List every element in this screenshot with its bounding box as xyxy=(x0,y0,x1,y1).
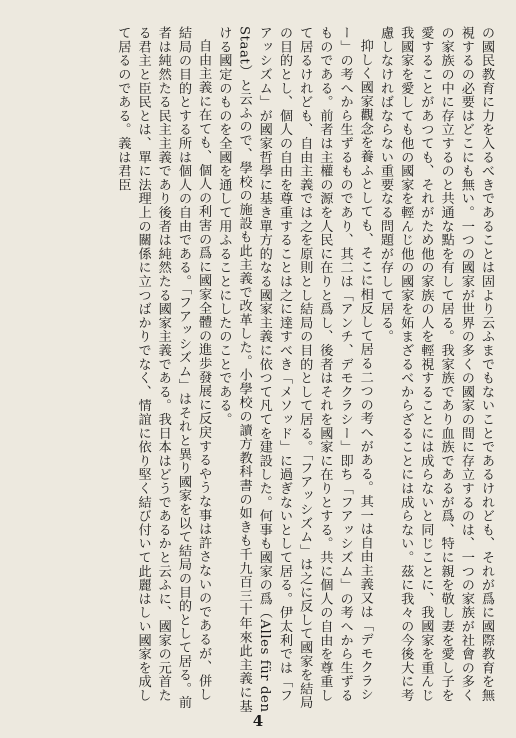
body-text xyxy=(22,26,496,714)
paragraph-1: の國民教育に力を入るべきであることは固より云ふまでもないことであるけれども、それが爲に國際教育を無視するの必要はどこにも無い。一つの國家が世界の多くの國家の間に存立するのは、一つの家族が社會の多くの家族の中に存立するのと共通な點を有して居る。我家族であり血族であるが爲、特に親を敬し妻を愛し子を愛することがあつても、それがため他の家族の人を輕視することには成らないと同じことに、我國家を重んじ我國家を愛しても他の國家を輕んじ他の國家を妬まざるべからざることには成らない。茲に我々の今後大に考慮しなければならない重要なる問題が存して居る。 xyxy=(377,26,494,703)
paragraph-2: 抑しく國家觀念を養ふとしても、そこに相反して居る二つの考へがある。其一は自由主義又は「デモクラシー」の考へから生ずるものであり、其二は「アンチ、デモクラシー」即ち「フアッシズム」の考へから生ずるものである。前者は主權の源を人民に在りと爲し、後者はそれを國家に在りとする。共に個人の自由を尊重して居るけれども、自由主義では之を原則とし結局の目的として居る。「フアッシズム」は之に反して國家を結局の目的とし、個人の自由を尊重することは之に達すべき「メソッド」に過ぎないとして居る。伊太利では「フアッシズム」が國家哲學に基き單方的なる國家主義に依つて凡てを建設した。何事も國家の爲（Alles für den Staat）と云ふので、學校の施設も此主義で改革した。小學校の讀方教科書の如きも千九百三十年來此主義に基ける國定のものを全國を通して用ふることにしたのことである。 xyxy=(216,26,373,713)
paragraph-3: 自由主義に在ても、個人の利害の爲に國家全體の進歩發展に反戻するやうな事は許さないのであるが、併し結局の目的とする所は個人の自由である。「フアッシズム」はそれと異り國家を以て結局の目的として居る。前者は純然たる民主主義であり後者は純然たる國家主義である。我日本はどうであるかと云ふに、國家の元首たる君主と臣民とは、單に法理上の關係に立つばかりでなく、情誼に依り堅く結び付いて此麗はしい國家を成して居るのである。義は君臣 xyxy=(115,26,212,710)
page-number: 4 xyxy=(252,712,264,730)
